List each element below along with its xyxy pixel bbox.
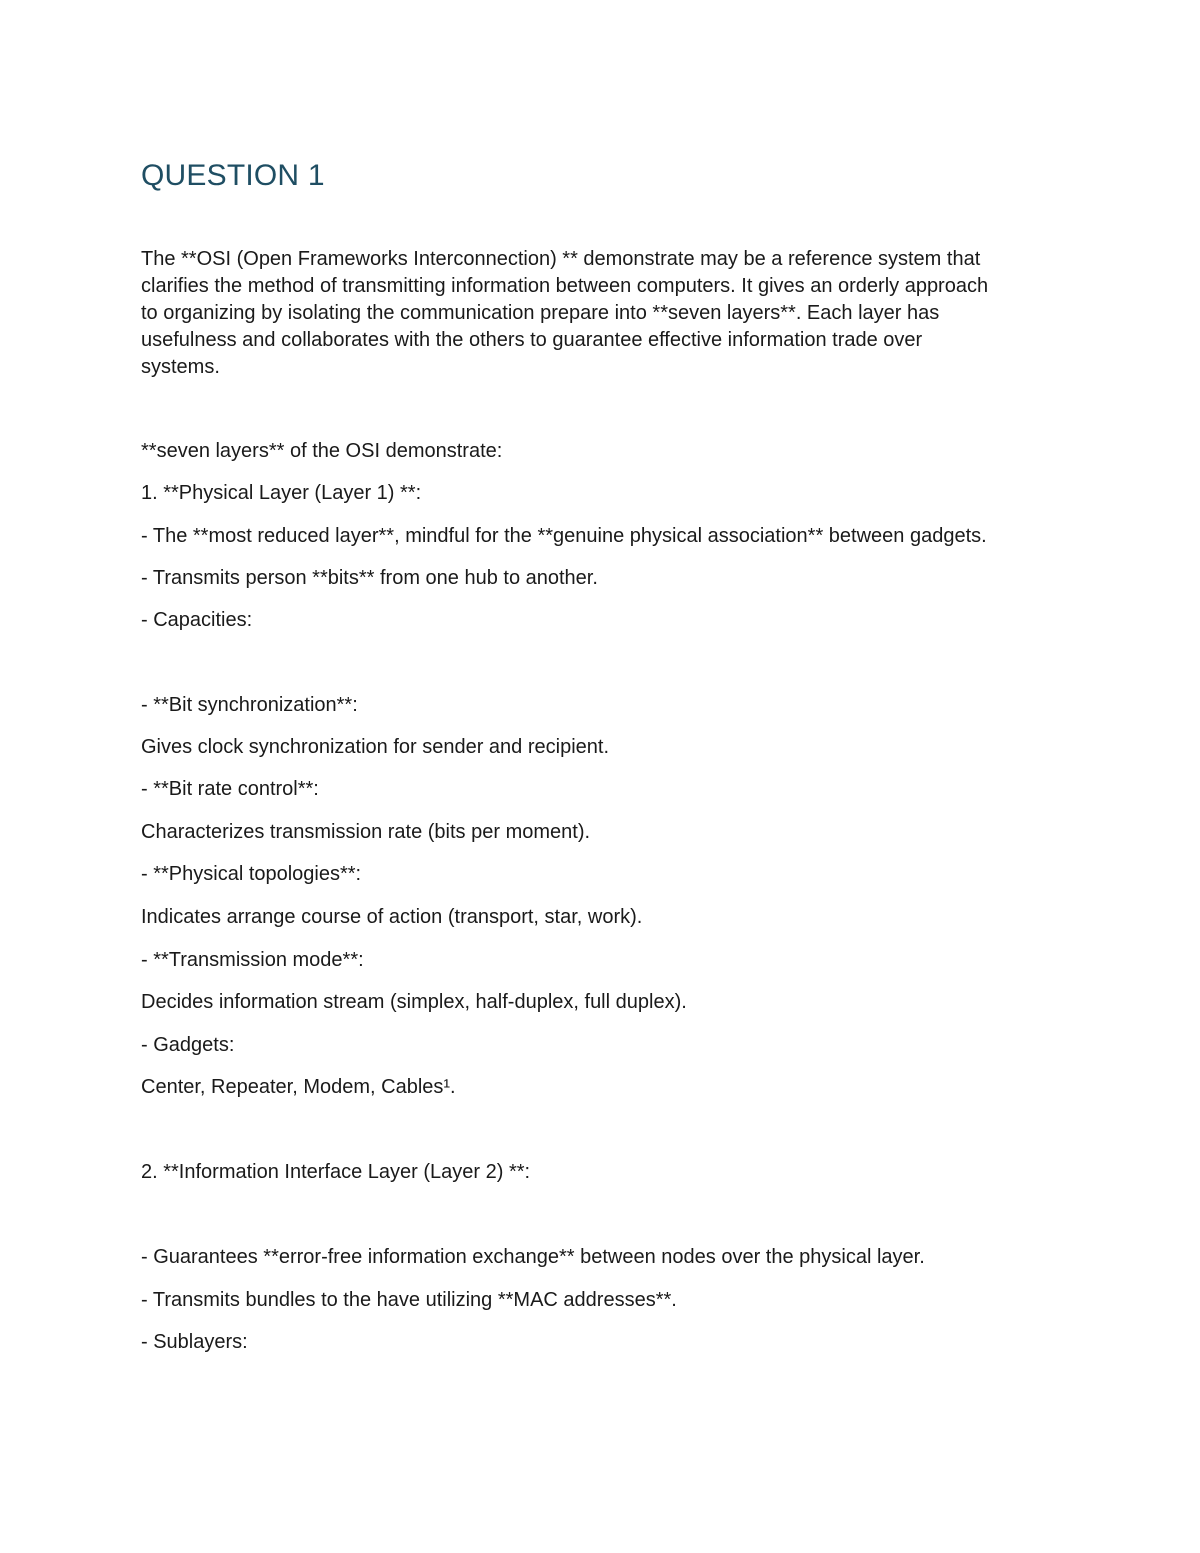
layer-1-title: 1. **Physical Layer (Layer 1) **: [141, 482, 422, 504]
layers-intro-line: **seven layers** of the OSI demonstrate: [141, 440, 503, 462]
intro-line: usefulness and collaborates with the others to guarantee effective information trade over [141, 329, 923, 351]
bit-sync-description: Gives clock synchronization for sender and recipient. [141, 736, 610, 758]
transmission-mode-description: Decides information stream (simplex, half-duplex, full duplex). [141, 991, 687, 1013]
transmission-mode-title: - **Transmission mode**: [141, 949, 364, 971]
intro-line: clarifies the method of transmitting information between computers. It gives an orderly approach [141, 275, 989, 297]
gadgets-title: - Gadgets: [141, 1034, 235, 1056]
question-heading: QUESTION 1 [141, 159, 325, 192]
bit-rate-title: - **Bit rate control**: [141, 778, 319, 800]
layer-2-sublayers: - Sublayers: [141, 1331, 248, 1353]
layer-2-title: 2. **Information Interface Layer (Layer 2) **: [141, 1161, 531, 1183]
intro-paragraph [141, 246, 1066, 381]
layer-2-description: - Guarantees **error-free information exchange** between nodes over the physical layer. [141, 1246, 925, 1268]
intro-line: to organizing by isolating the communication prepare into **seven layers**. Each layer has [141, 302, 940, 324]
bit-sync-title: - **Bit synchronization**: [141, 694, 358, 716]
layer-2-transmits: - Transmits bundles to the have utilizing **MAC addresses**. [141, 1289, 677, 1311]
intro-line: systems. [141, 356, 220, 378]
bit-rate-description: Characterizes transmission rate (bits per moment). [141, 821, 591, 843]
topologies-description: Indicates arrange course of action (transport, star, work). [141, 906, 643, 928]
intro-line: The **OSI (Open Frameworks Interconnection) ** demonstrate may be a reference system that [141, 248, 981, 270]
layer-1-capacities: - Capacities: [141, 609, 253, 631]
layer-1-description: - The **most reduced layer**, mindful for the **genuine physical association** between gadgets. [141, 525, 987, 547]
topologies-title: - **Physical topologies**: [141, 863, 362, 885]
layer-1-transmits: - Transmits person **bits** from one hub to another. [141, 567, 598, 589]
gadgets-description: Center, Repeater, Modem, Cables¹. [141, 1076, 456, 1098]
